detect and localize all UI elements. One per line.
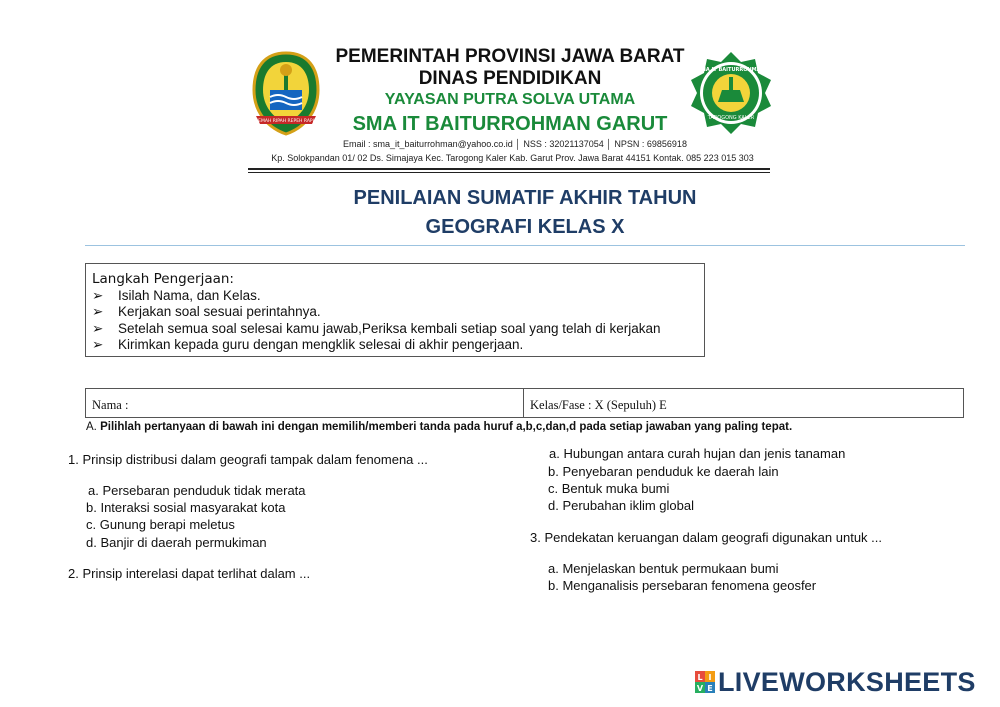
letterhead-address: Kp. Solokpandan 01/ 02 Ds. Simajaya Kec. Tarogong Kaler Kab. Garut Prov. Jawa Barat 44151 Kontak. 085 223 015 303: [271, 153, 754, 163]
q2-option-b[interactable]: b. Penyebaran penduduk ke daerah lain: [548, 464, 779, 479]
question-3: 3. Pendekatan keruangan dalam geografi digunakan untuk ...: [530, 530, 882, 545]
q1-option-c[interactable]: c. Gunung berapi meletus: [86, 517, 235, 532]
letterhead-school-name: SMA IT BAITURROHMAN GARUT: [352, 113, 668, 135]
ribbon-text: GEMAH RIPAH REPEH RAPIH: [254, 119, 318, 124]
emblem-ring-bottom-text: TAROGONG KALER: [707, 115, 755, 121]
q1-option-d[interactable]: d. Banjir di daerah permukiman: [86, 535, 267, 550]
q1-option-a[interactable]: a. Persebaran penduduk tidak merata: [88, 483, 306, 498]
emblem-ring-text: SMA IT BAITURROHMAN: [697, 67, 765, 73]
q2-option-a[interactable]: a. Hubungan antara curah hujan dan jenis tanaman: [549, 446, 846, 461]
instruction-item: ➢ Kirimkan kepada guru dengan mengklik selesai di akhir pengerjaan.: [92, 337, 524, 352]
arrow-bullet-icon: ➢: [92, 304, 104, 319]
arrow-bullet-icon: ➢: [92, 287, 104, 303]
letterhead-line-2: DINAS PENDIDIKAN: [418, 68, 602, 89]
q3-option-b[interactable]: b. Menganalisis persebaran fenomena geosfer: [548, 578, 817, 593]
q3-option-a[interactable]: a. Menjelaskan bentuk permukaan bumi: [548, 561, 779, 576]
arrow-bullet-icon: ➢: [92, 320, 104, 336]
title-divider: [85, 245, 965, 246]
letterhead-rule-thin: [248, 172, 770, 173]
school-emblem-logo: [688, 50, 774, 136]
live-badge-icon: [695, 671, 715, 693]
question-2: 2. Prinsip interelasi dapat terlihat dalam ...: [68, 566, 311, 581]
instruction-item: ➢ Isilah Nama, dan Kelas.: [92, 287, 261, 303]
class-field: Kelas/Fase : X (Sepuluh) E: [530, 398, 667, 412]
name-field[interactable]: Nama :: [86, 389, 524, 417]
svg-text:E: E: [707, 684, 713, 693]
letterhead-foundation: YAYASAN PUTRA SOLVA UTAMA: [384, 91, 636, 108]
instructions-heading: Langkah Pengerjaan:: [92, 271, 234, 287]
q2-option-c[interactable]: c. Bentuk muka bumi: [548, 481, 670, 496]
svg-text:V: V: [696, 684, 704, 693]
svg-text:L: L: [697, 673, 703, 682]
arrow-bullet-icon: ➢: [92, 337, 104, 352]
liveworksheets-logo[interactable]: LIVEWORKSHEETS: [718, 667, 976, 697]
letterhead-contact: Email : sma_it_baiturrohman@yahoo.co.id │ NSS : 32021137054 │ NPSN : 69856918: [343, 139, 687, 149]
section-a-instruction: A. Pilihlah pertanyaan di bawah ini dengan memilih/memberi tanda pada huruf a,b,c,dan,d pada setiap jawaban yang paling tepat.: [86, 421, 793, 433]
west-java-emblem-logo: [250, 50, 322, 136]
instructions-box: [85, 263, 705, 357]
letterhead-line-1: PEMERINTAH PROVINSI JAWA BARAT: [335, 46, 685, 67]
exam-subject: GEOGRAFI KELAS X: [425, 216, 625, 238]
instruction-item: ➢ Setelah semua soal selesai kamu jawab,Periksa kembali setiap soal yang telah di kerjakan: [92, 320, 661, 336]
instruction-item: ➢ Kerjakan soal sesuai perintahnya.: [92, 304, 321, 319]
letterhead-rule-thick: [248, 168, 770, 170]
question-1: 1. Prinsip distribusi dalam geografi tampak dalam fenomena ...: [68, 452, 428, 467]
q2-option-d[interactable]: d. Perubahan iklim global: [548, 498, 694, 513]
svg-text:I: I: [708, 673, 712, 682]
q1-option-b[interactable]: b. Interaksi sosial masyarakat kota: [86, 500, 286, 515]
student-info-table: [85, 388, 964, 418]
exam-title: PENILAIAN SUMATIF AKHIR TAHUN: [353, 187, 697, 209]
